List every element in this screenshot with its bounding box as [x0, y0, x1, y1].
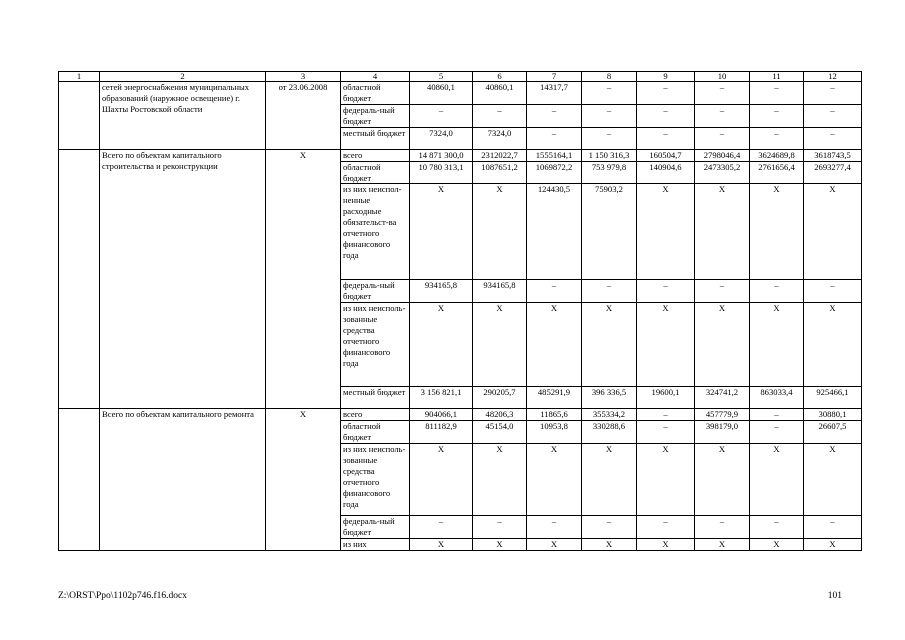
amount-cell: 396 336,5 [582, 387, 637, 409]
amount-cell: 324741,2 [695, 387, 750, 409]
amount-cell: Х [804, 444, 862, 516]
amount-cell: – [804, 82, 862, 105]
amount-cell: 753 979,8 [582, 161, 637, 184]
funding-source: областной бюджет [341, 82, 410, 105]
amount-cell: 934165,8 [473, 280, 527, 303]
column-number: 7 [527, 72, 582, 82]
table-body [59, 72, 862, 551]
amount-cell: Х [582, 444, 637, 516]
amount-cell: 2693277,4 [804, 161, 862, 184]
row-number-cell [59, 149, 100, 409]
amount-cell: Х [804, 538, 862, 550]
amount-cell: Х [637, 303, 695, 387]
amount-cell: – [695, 104, 750, 127]
amount-cell: 3618743,5 [804, 149, 862, 161]
amount-cell: 75903,2 [582, 184, 637, 280]
object-name: Всего по объектам капитального ремонта [100, 409, 266, 551]
amount-cell: 14317,7 [527, 82, 582, 105]
amount-cell: Х [410, 303, 473, 387]
column-number: 8 [582, 72, 637, 82]
column-number: 10 [695, 72, 750, 82]
amount-cell: Х [695, 303, 750, 387]
table-row [59, 409, 862, 421]
funding-source: всего [341, 409, 410, 421]
amount-cell: 457779,9 [695, 409, 750, 421]
amount-cell: Х [527, 444, 582, 516]
amount-cell: Х [750, 303, 804, 387]
amount-cell: 1069872,2 [527, 161, 582, 184]
amount-cell: 45154,0 [473, 421, 527, 444]
amount-cell: – [804, 280, 862, 303]
amount-cell: 10953,8 [527, 421, 582, 444]
amount-cell: – [527, 280, 582, 303]
amount-cell: 290205,7 [473, 387, 527, 409]
amount-cell: Х [750, 444, 804, 516]
amount-cell: 7324,0 [410, 127, 473, 149]
amount-cell: – [410, 104, 473, 127]
amount-cell: – [473, 516, 527, 539]
amount-cell: Х [695, 444, 750, 516]
amount-cell: Х [637, 538, 695, 550]
object-name: Всего по объектам капитального строительства и реконструкции [100, 149, 266, 409]
funding-source: всего [341, 149, 410, 161]
amount-cell: Х [582, 538, 637, 550]
amount-cell: 485291,9 [527, 387, 582, 409]
amount-cell: Х [410, 538, 473, 550]
amount-cell: 30880,1 [804, 409, 862, 421]
amount-cell: – [527, 104, 582, 127]
amount-cell: Х [473, 184, 527, 280]
amount-cell: 904066,1 [410, 409, 473, 421]
amount-cell: – [637, 127, 695, 149]
amount-cell: 330288,6 [582, 421, 637, 444]
amount-cell: – [582, 280, 637, 303]
funding-source: федераль-ный бюджет [341, 104, 410, 127]
amount-cell: 863033,4 [750, 387, 804, 409]
amount-cell: – [637, 280, 695, 303]
amount-cell: 355334,2 [582, 409, 637, 421]
funding-source: областной бюджет [341, 161, 410, 184]
amount-cell: 3 156 821,1 [410, 387, 473, 409]
amount-cell: 11865,6 [527, 409, 582, 421]
page-number: 101 [827, 591, 842, 601]
column-number: 6 [473, 72, 527, 82]
column-number: 12 [804, 72, 862, 82]
amount-cell: – [527, 516, 582, 539]
funding-source: федераль-ный бюджет [341, 280, 410, 303]
amount-cell: – [750, 280, 804, 303]
amount-cell: Х [695, 538, 750, 550]
amount-cell: Х [750, 538, 804, 550]
amount-cell: 14 871 300,0 [410, 149, 473, 161]
amount-cell: 140904,6 [637, 161, 695, 184]
amount-cell: Х [410, 184, 473, 280]
amount-cell: Х [527, 538, 582, 550]
funding-source: местный бюджет [341, 127, 410, 149]
amount-cell: – [750, 421, 804, 444]
amount-cell: – [695, 280, 750, 303]
amount-cell: – [750, 516, 804, 539]
amount-cell: 398179,0 [695, 421, 750, 444]
amount-cell: 48206,3 [473, 409, 527, 421]
amount-cell: Х [582, 303, 637, 387]
amount-cell: – [582, 127, 637, 149]
amount-cell: – [410, 516, 473, 539]
amount-cell: – [804, 127, 862, 149]
row-number-cell [59, 409, 100, 551]
document-date: от 23.06.2008 [266, 82, 341, 150]
amount-cell: 10 780 313,1 [410, 161, 473, 184]
amount-cell: 925466,1 [804, 387, 862, 409]
amount-cell: – [750, 82, 804, 105]
amount-cell: – [582, 516, 637, 539]
amount-cell: 2761656,4 [750, 161, 804, 184]
amount-cell: Х [750, 184, 804, 280]
column-number: 1 [59, 72, 100, 82]
amount-cell: – [750, 104, 804, 127]
header-row [59, 72, 862, 82]
amount-cell: Х [804, 184, 862, 280]
amount-cell: 40860,1 [410, 82, 473, 105]
amount-cell: – [582, 82, 637, 105]
table-row [59, 82, 862, 105]
amount-cell: – [473, 104, 527, 127]
amount-cell: Х [695, 184, 750, 280]
amount-cell: – [637, 104, 695, 127]
table-row [59, 149, 862, 161]
amount-cell: 26607,5 [804, 421, 862, 444]
amount-cell: 1555164,1 [527, 149, 582, 161]
column-number: 3 [266, 72, 341, 82]
amount-cell: 1087651,2 [473, 161, 527, 184]
amount-cell: 811182,9 [410, 421, 473, 444]
amount-cell: 160504,7 [637, 149, 695, 161]
amount-cell: 1 150 316,3 [582, 149, 637, 161]
amount-cell: – [637, 421, 695, 444]
amount-cell: 124430,5 [527, 184, 582, 280]
column-number: 2 [100, 72, 266, 82]
amount-cell: Х [473, 444, 527, 516]
amount-cell: 3624689,8 [750, 149, 804, 161]
column-number: 9 [637, 72, 695, 82]
amount-cell: Х [637, 184, 695, 280]
amount-cell: – [750, 127, 804, 149]
funding-source: из них неиспол-ненные расходные обязательст-ва отчетного финансового года [341, 184, 410, 280]
amount-cell: – [637, 82, 695, 105]
amount-cell: Х [804, 303, 862, 387]
row-number-cell [59, 82, 100, 150]
document-date: Х [266, 149, 341, 409]
funding-source: из них неисполь-зованные средства отчетного финансового года [341, 303, 410, 387]
amount-cell: – [804, 104, 862, 127]
amount-cell: 2473305,2 [695, 161, 750, 184]
amount-cell: – [637, 516, 695, 539]
funding-source: федераль-ный бюджет [341, 516, 410, 539]
column-number: 5 [410, 72, 473, 82]
amount-cell: 2798046,4 [695, 149, 750, 161]
funding-source: областной бюджет [341, 421, 410, 444]
document-date: Х [266, 409, 341, 551]
amount-cell: – [695, 127, 750, 149]
funding-source: из них неисполь-зованные средства отчетного финансового года [341, 444, 410, 516]
budget-table [58, 71, 862, 551]
amount-cell: 2312022,7 [473, 149, 527, 161]
funding-source: местный бюджет [341, 387, 410, 409]
funding-source: из них [341, 538, 410, 550]
amount-cell: Х [473, 538, 527, 550]
amount-cell: Х [410, 444, 473, 516]
column-number: 4 [341, 72, 410, 82]
amount-cell: 40860,1 [473, 82, 527, 105]
amount-cell: Х [637, 444, 695, 516]
amount-cell: – [637, 409, 695, 421]
amount-cell: 19600,1 [637, 387, 695, 409]
column-number: 11 [750, 72, 804, 82]
amount-cell: – [695, 82, 750, 105]
amount-cell: 7324,0 [473, 127, 527, 149]
amount-cell: Х [527, 303, 582, 387]
amount-cell: – [582, 104, 637, 127]
amount-cell: – [527, 127, 582, 149]
object-name: сетей энергоснабжения муниципальных образований (наружное освещение) г. Шахты Ростовской области [100, 82, 266, 150]
amount-cell: Х [473, 303, 527, 387]
amount-cell: 934165,8 [410, 280, 473, 303]
amount-cell: – [804, 516, 862, 539]
amount-cell: – [750, 409, 804, 421]
amount-cell: – [695, 516, 750, 539]
file-path: Z:\ORST\Ppo\1102p746.f16.docx [58, 591, 187, 601]
